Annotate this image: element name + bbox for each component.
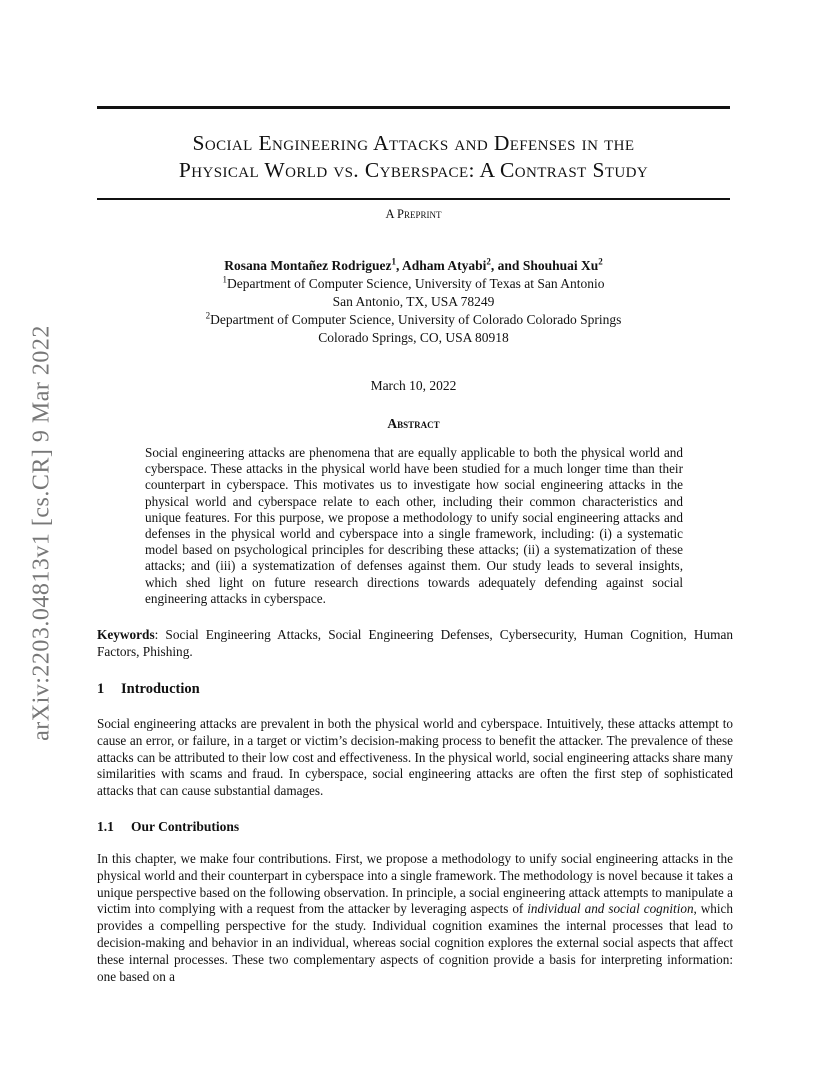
title-top-rule xyxy=(97,106,730,109)
keywords-list: : Social Engineering Attacks, Social Engineering Defenses, Cybersecurity, Human Cognition, Human Factors, Phishing. xyxy=(97,627,733,659)
author-affiliation-mark: 2 xyxy=(598,256,603,267)
keywords-label: Keywords xyxy=(97,627,155,642)
subsection-number: 1.1 xyxy=(97,819,114,834)
preprint-label: A Preprint xyxy=(385,207,442,221)
author-affiliation-mark: 1 xyxy=(391,256,396,267)
author-separator: , xyxy=(395,258,402,273)
author-names xyxy=(97,257,730,275)
title-line-1: Social Engineering Attacks and Defenses in the xyxy=(192,131,635,155)
contributions-text-continued: , which provides a compelling perspective for the study. Individual cognition examines the internal processes that lead to decision-making and behavior in an individual, whereas social cognition explores the external social aspects that affect these internal processes. These two complementary aspects of cognition provide a basis for interpreting information: one based on a xyxy=(97,901,733,984)
author-separator: , and xyxy=(490,258,523,273)
affiliation-1 xyxy=(97,275,730,293)
affiliation-1-address: San Antonio, TX, USA 78249 xyxy=(332,294,495,309)
section-number: 1 xyxy=(97,681,105,697)
author-affiliation-mark: 2 xyxy=(486,256,491,267)
affiliation-department: Department of Computer Science, University of Texas at San Antonio xyxy=(227,276,605,291)
paper-title xyxy=(97,130,730,184)
author-name: Adham Atyabi xyxy=(402,258,487,273)
contributions-text: In this chapter, we make four contributions. First, we propose a methodology to unify social engineering attacks in the physical world and their counterpart in cyberspace into a single framework. The methodology is novel because it takes a unique perspective based on the following observation. In principle, a social engineering attack attempts to manipulate a victim into complying with a request from the attacker by leveraging aspects of xyxy=(97,851,733,917)
affiliation-mark: 2 xyxy=(205,310,211,321)
subsection-heading-contributions xyxy=(97,819,239,835)
arxiv-identifier-stamp: arXiv:2203.04813v1 [cs.CR] 9 Mar 2022 xyxy=(28,325,55,741)
abstract-text: Social engineering attacks are phenomena that are equally applicable to both the physical world and cyberspace. These attacks in the physical world have been studied for a much longer time than their counterpart in cyberspace. This motivates us to investigate how social engineering attacks in the physical world and cyberspace relate to each other, including their common characteristics and unique features. For this purpose, we propose a methodology to unify social engineering attacks and defenses in the physical world and cyberspace into a single framework, including: (i) a systematic model based on psychological principles for describing these attacks; (ii) a systematization of these attacks; and (iii) a systematization of defenses against them. Our study leads to several insights, which shed light on future research directions towards adequately defending against social engineering attacks in cyberspace. xyxy=(145,445,683,606)
section-title: Introduction xyxy=(121,681,200,697)
section-heading-introduction xyxy=(97,681,200,698)
subsection-title: Our Contributions xyxy=(131,819,240,834)
author-name: Shouhuai Xu xyxy=(522,258,599,273)
author-name: Rosana Montañez Rodriguez xyxy=(224,258,392,273)
author-block xyxy=(97,257,730,347)
keywords xyxy=(97,626,733,660)
affiliation-mark: 1 xyxy=(222,274,227,285)
introduction-paragraph: Social engineering attacks are prevalent in both the physical world and cyberspace. Intuitively, these attacks attempt to cause an error, or failure, in a target or victim’s decision-making process to benefit the attacker. The prevalence of these attacks can be attributed to their low cost and effectiveness. In the physical world, social engineering attacks share many similarities with scams and fraud. In cyberspace, social engineering attacks are often the first step of sophisticated attacks that can cause substantial damages. xyxy=(97,716,733,799)
affiliation-department: Department of Computer Science, University of Colorado Colorado Springs xyxy=(210,312,622,327)
affiliation-2-address: Colorado Springs, CO, USA 80918 xyxy=(318,330,509,345)
contributions-paragraph xyxy=(97,851,733,985)
paper-date: March 10, 2022 xyxy=(370,378,457,393)
abstract-heading: Abstract xyxy=(387,416,440,431)
contributions-emphasis: individual and social cognition xyxy=(527,901,694,917)
title-bottom-rule xyxy=(97,198,730,200)
affiliation-2 xyxy=(97,311,730,329)
title-line-2: Physical World vs. Cyberspace: A Contrast Study xyxy=(178,158,649,182)
